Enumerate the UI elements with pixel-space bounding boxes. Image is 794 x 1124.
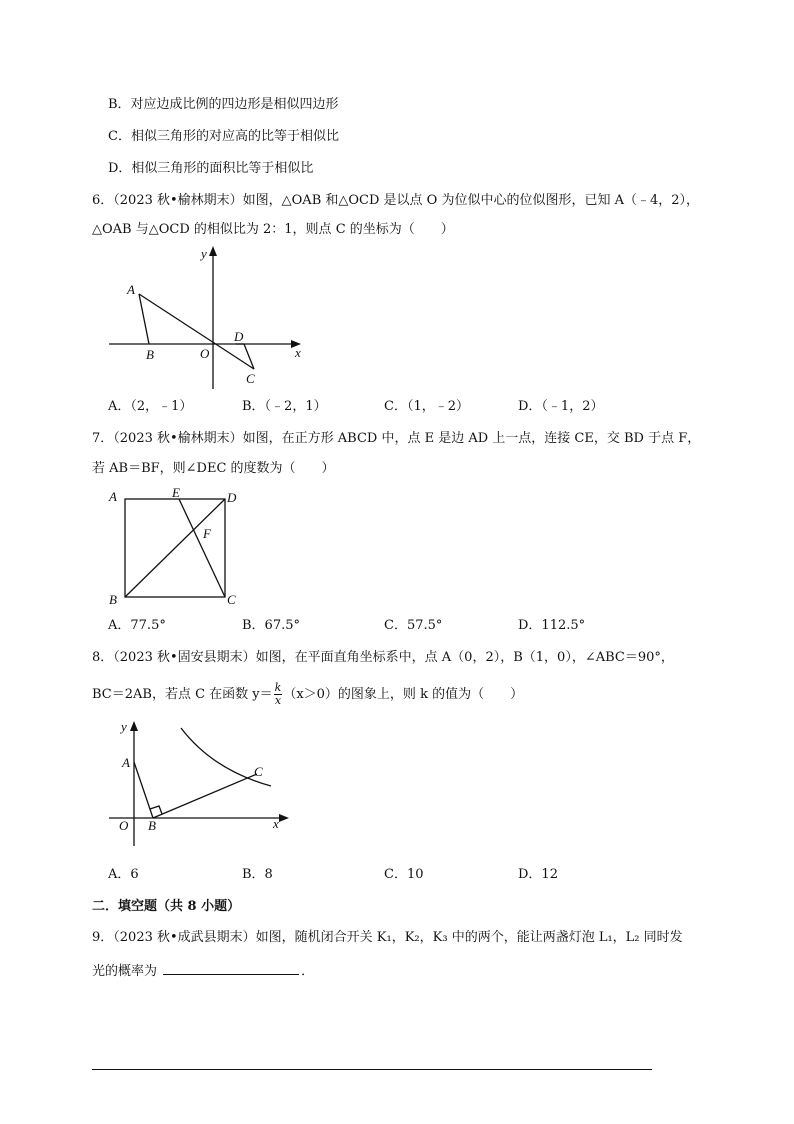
q6-option-a[interactable]: A．（2，﹣1） [108, 399, 193, 414]
q7-stem-line2: 若 AB＝BF，则∠DEC 的度数为（ ） [92, 461, 335, 476]
q8-figure [105, 718, 295, 853]
q8-stem-line2-pre: BC＝2AB，若点 C 在函数 y＝ [92, 687, 273, 702]
q8-label-o: O [119, 818, 129, 833]
q9-stem-line2-pre: 光的概率为 [92, 964, 158, 979]
q7-figure [105, 484, 245, 609]
q6-label-b: B [146, 347, 154, 362]
q6-stem-line1: 6．（2023 秋•榆林期末）如图，△OAB 和△OCD 是以点 O 为位似中心的位似图形，已知 A（﹣4，2）， [92, 193, 700, 208]
q7-label-c: C [227, 592, 236, 607]
q8-fraction-k-over-x [274, 682, 283, 707]
q5-option-c: C．相似三角形的对应高的比等于相似比 [108, 129, 339, 144]
q9-answer-blank[interactable] [163, 960, 299, 975]
q6-label-d: D [234, 329, 244, 344]
q8-stem-line2 [92, 680, 523, 710]
q6-label-c: C [246, 371, 255, 386]
q7-option-b[interactable]: B．67.5° [242, 618, 300, 633]
q7-label-f: F [203, 526, 211, 541]
q6-label-x: x [295, 345, 301, 360]
q5-option-b: B．对应边成比例的四边形是相似四边形 [108, 97, 339, 112]
q5-option-d: D．相似三角形的面积比等于相似比 [108, 161, 314, 176]
q8-label-c: C [254, 764, 263, 779]
q8-label-a: A [122, 755, 130, 770]
q7-stem-line1: 7．（2023 秋•榆林期末）如图，在正方形 ABCD 中，点 E 是边 AD 上一点，连接 CE，交 BD 于点 F， [92, 431, 701, 446]
q8-option-c[interactable]: C．10 [384, 867, 424, 882]
q7-label-b: B [109, 592, 117, 607]
q6-stem-line2: △OAB 与△OCD 的相似比为 2：1，则点 C 的坐标为（ ） [92, 222, 454, 237]
q8-option-b[interactable]: B．8 [242, 867, 273, 882]
q9-stem-line1: 9．（2023 秋•成武县期末）如图，随机闭合开关 K₁，K₂，K₃ 中的两个，能让两盏灯泡 L₁，L₂ 同时发 [92, 930, 683, 945]
q8-label-b: B [148, 818, 156, 833]
section-2-title: 二．填空题（共 8 小题） [92, 899, 241, 914]
q7-label-a: A [109, 489, 117, 504]
q6-label-y: y [201, 246, 207, 261]
q6-label-a: A [127, 282, 135, 297]
q7-label-e: E [172, 485, 180, 500]
q6-option-b[interactable]: B．（﹣2，1） [242, 399, 327, 414]
q8-frac-denominator: x [274, 694, 282, 707]
q9-stem-line2 [92, 960, 314, 981]
q8-option-d[interactable]: D．12 [518, 867, 558, 882]
q6-label-o: O [200, 346, 210, 361]
q7-label-d: D [227, 490, 237, 505]
q8-option-a[interactable]: A．6 [108, 867, 139, 882]
q8-stem-line2-post: （x＞0）的图象上，则 k 的值为（ ） [283, 687, 524, 702]
q6-option-c[interactable]: C．（1，﹣2） [384, 399, 469, 414]
q8-stem-line1: 8．（2023 秋•固安县期末）如图，在平面直角坐标系中，点 A（0，2），B（1，0），∠ABC＝90°， [92, 650, 674, 665]
footer-rule [92, 1069, 652, 1070]
q8-label-y: y [121, 719, 127, 734]
q9-stem-line2-post: ． [301, 964, 315, 979]
q7-option-c[interactable]: C．57.5° [384, 618, 443, 633]
q6-figure [105, 244, 305, 394]
q8-label-x: x [273, 816, 279, 831]
q6-option-d[interactable]: D．（﹣1，2） [518, 399, 604, 414]
q8-frac-numerator: k [274, 681, 282, 694]
q7-option-a[interactable]: A．77.5° [108, 618, 166, 633]
q7-option-d[interactable]: D．112.5° [518, 618, 586, 633]
